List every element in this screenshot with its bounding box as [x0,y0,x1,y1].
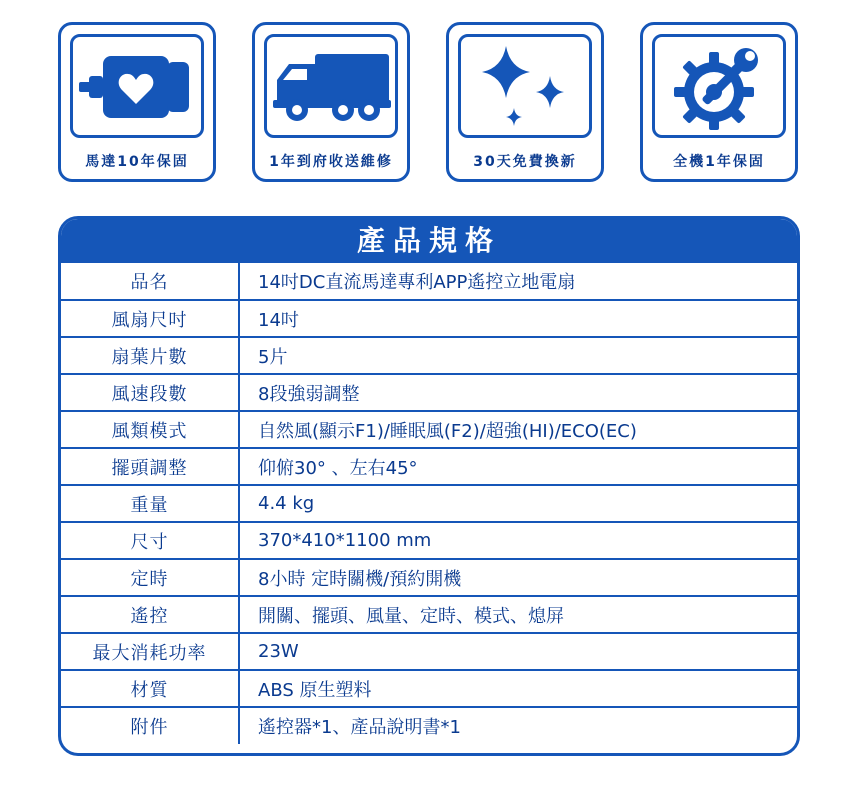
spec-value: 8段強弱調整 [239,374,797,411]
spec-label: 擺頭調整 [61,448,239,485]
spec-label: 重量 [61,485,239,522]
spec-table [61,263,797,744]
spec-table-panel [58,216,800,756]
badge-label: 全機1年保固 [673,154,765,170]
spec-value: 8小時 定時關機/預約開機 [239,559,797,596]
spec-label: 扇葉片數 [61,337,239,374]
spec-value: 14吋DC直流馬達專利APP遙控立地電扇 [258,272,576,293]
spec-row [61,411,797,448]
spec-label: 品名 [61,263,239,300]
spec-value: 4.4 kg [239,485,797,522]
spec-label: 最大消耗功率 [61,633,239,670]
service-badges [58,22,800,186]
spec-row [61,707,797,744]
spec-row [61,559,797,596]
spec-row [61,300,797,337]
spec-label: 遙控 [61,596,239,633]
spec-label: 風速段數 [61,374,239,411]
spec-row [61,263,797,300]
spec-label: 附件 [61,707,239,744]
badge-full-warranty [640,22,798,182]
motor-heart-icon [77,46,197,126]
badge-motor-warranty [58,22,216,182]
spec-title: 產品規格 [61,219,797,263]
spec-value: 開關、擺頭、風量、定時、模式、熄屏 [239,596,797,633]
spec-row [61,485,797,522]
badge-label: 30天免費換新 [473,154,577,170]
spec-value: ABS 原生塑料 [239,670,797,707]
spec-value: 遙控器*1、產品說明書*1 [239,707,797,744]
spec-label: 定時 [61,559,239,596]
spec-value: 370*410*1100 mm [239,522,797,559]
badge-label: 馬達10年保固 [85,154,189,170]
delivery-truck-icon [269,46,393,126]
spec-row [61,374,797,411]
spec-label: 風類模式 [61,411,239,448]
badge-label: 1年到府收送維修 [269,154,393,170]
spec-row [61,448,797,485]
spec-label: 風扇尺吋 [61,300,239,337]
spec-value: 5片 [239,337,797,374]
spec-label: 尺寸 [61,522,239,559]
spec-row [61,670,797,707]
badge-icon-frame [264,34,398,138]
badge-icon-frame [652,34,786,138]
gear-wrench-icon [664,38,774,134]
badge-icon-frame [70,34,204,138]
badge-free-replacement [446,22,604,182]
spec-label: 材質 [61,670,239,707]
sparkle-icon [470,40,580,132]
spec-row [61,522,797,559]
badge-icon-frame [458,34,592,138]
spec-value: 自然風(顯示F1)/睡眠風(F2)/超強(HI)/ECO(EC) [239,411,797,448]
spec-row [61,337,797,374]
spec-value: 14吋 [239,300,797,337]
badge-home-repair [252,22,410,182]
spec-value: 23W [239,633,797,670]
spec-row [61,633,797,670]
spec-row [61,596,797,633]
spec-value: 仰俯30° 、左右45° [239,448,797,485]
